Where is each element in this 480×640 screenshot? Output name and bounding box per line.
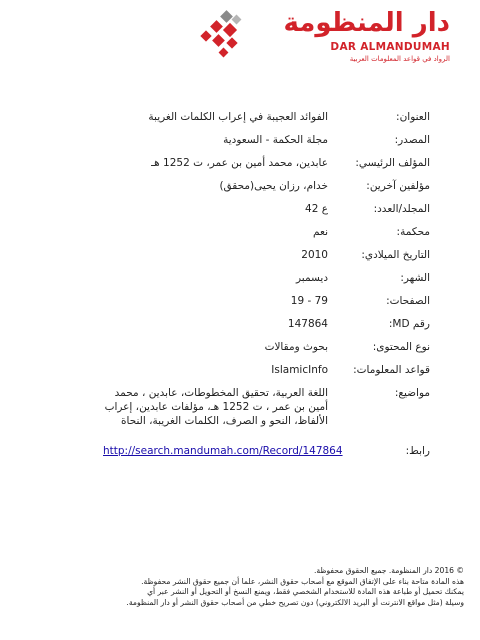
- footer-line-agreement: هذه المادة متاحة بناء على الإتفاق الموقع مع أصحاب حقوق النشر، علما أن جميع حقوق النشر محفوظة.: [141, 576, 464, 586]
- value-databases: IslamicInfo: [271, 364, 328, 376]
- label-pages: الصفحات:: [386, 295, 430, 307]
- value-month: ديسمبر: [296, 272, 328, 284]
- value-subjects: اللغة العربية، تحقيق المخطوطات، عابدين ، محمد أمين بن عمر ، ت 1252 هـ، مؤلفات عابدين، إعراب الألفاظ، النحو و الصرف، الكلمات الغريبة، النحاة: [104, 387, 328, 427]
- value-title: الفوائد العجيبة في إعراب الكلمات الغريبة: [148, 111, 328, 123]
- label-link: رابط:: [405, 445, 430, 457]
- brand-arabic-name: دار المنظومة: [283, 8, 450, 38]
- brand-english-name: DAR ALMANDUMAH: [330, 41, 450, 53]
- label-other-authors: مؤلفين آخرين:: [366, 180, 430, 192]
- value-md-number: 147864: [287, 318, 328, 330]
- label-year: التاريخ الميلادي:: [361, 249, 430, 261]
- label-peer-reviewed: محكمة:: [396, 226, 430, 238]
- label-md-number: رقم MD:: [388, 318, 430, 330]
- value-other-authors: خدام، رزان يحيى(محقق): [219, 180, 328, 192]
- label-content-type: نوع المحتوى:: [372, 341, 430, 353]
- diamond-pattern-icon: [194, 8, 266, 64]
- label-month: الشهر:: [400, 272, 430, 284]
- value-pages: 79 - 19: [290, 295, 328, 307]
- record-link[interactable]: http://search.mandumah.com/Record/147864: [103, 445, 343, 457]
- label-subjects: مواضيع:: [394, 387, 430, 399]
- publisher-logo: [194, 8, 454, 64]
- label-source: المصدر:: [394, 134, 430, 146]
- label-databases: قواعد المعلومات:: [353, 364, 430, 376]
- label-title: العنوان:: [396, 111, 430, 123]
- footer-line-copyright: © 2016 دار المنظومة. جميع الحقوق محفوظة.: [313, 566, 464, 575]
- value-main-author: عابدين، محمد أمين بن عمر، ت 1252 هـ: [151, 157, 328, 169]
- label-volume-issue: المجلد/العدد:: [373, 203, 430, 215]
- value-source: مجلة الحكمة - السعودية: [223, 134, 328, 146]
- value-peer-reviewed: نعم: [313, 226, 328, 238]
- copyright-footer: [16, 566, 464, 608]
- brand-tagline: الرواد في قواعد المعلومات العربية: [349, 55, 450, 63]
- footer-line-restrictions: وسيلة (مثل مواقع الانترنت أو البريد الالكتروني) دون تصريح خطي من أصحاب حقوق النشر أو دار المنظومة.: [126, 597, 464, 607]
- value-content-type: بحوث ومقالات: [264, 341, 328, 353]
- value-volume-issue: ع 42: [305, 203, 328, 215]
- value-year: 2010: [301, 249, 328, 261]
- value-link: [103, 444, 343, 458]
- label-main-author: المؤلف الرئيسي:: [355, 157, 430, 169]
- footer-line-personal-use: يمكنك تحميل أو طباعة هذه المادة للاستخدام الشخصي فقط، ويمنع النسخ أو التحويل أو النشر عبر أي: [147, 587, 464, 596]
